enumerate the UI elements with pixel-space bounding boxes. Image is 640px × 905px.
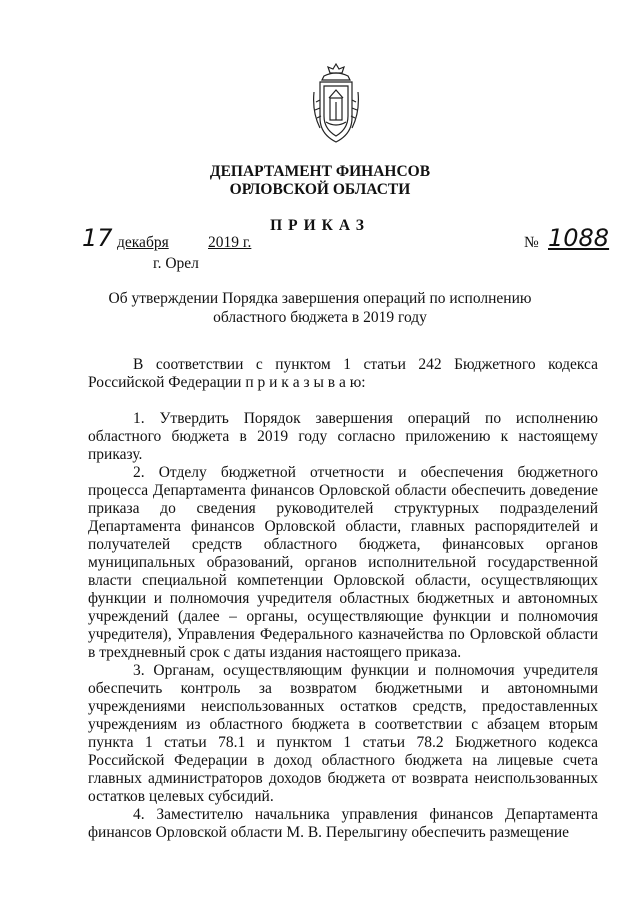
order-item-1: 1. Утвердить Порядок завершения операций по исполнению областного бюджета в 2019 году согласно приложению к настоящему приказу. [88, 410, 598, 463]
title-line2: областного бюджета в 2019 году [213, 309, 427, 326]
doc-title [0, 289, 640, 327]
order-items [88, 410, 598, 842]
number-prefix: № [524, 234, 539, 251]
order-item-4: 4. Заместителю начальника управления финансов Департамента финансов Орловской области М. В. Перелыгину обеспечить размещение [88, 806, 598, 841]
title-line1: Об утверждении Порядка завершения операций по исполнению [108, 290, 532, 307]
city: г. Орел [153, 255, 199, 272]
doc-type: ПРИКАЗ [270, 217, 370, 234]
org-name-line2: ОРЛОВСКОЙ ОБЛАСТИ [229, 181, 411, 198]
org-name-line1: ДЕПАРТАМЕНТ ФИНАНСОВ [209, 163, 431, 180]
coat-of-arms-icon [310, 62, 362, 146]
preamble [88, 356, 598, 392]
order-item-3: 3. Органам, осуществляющим функции и полномочия учредителя обеспечить контроль за возвратом бюджетными и автономными учреждениями неиспользованных остатков средств, предоставленных учреждениям из областного бюджета в соответствии с абзацем вторым пункта 1 статьи 78.1 и пунктом 1 статьи 78.2 Бюджетного кодекса Российской Федерации в доход областного бюджета на лицевые счета главных администраторов доходов бюджета от возврата неиспользованных остатков целевых субсидий. [88, 662, 598, 805]
doc-number: 1088 [548, 224, 610, 252]
date-year: 2019 г. [208, 234, 252, 251]
date-month: декабря [117, 234, 169, 251]
date-day: 17 [82, 224, 113, 252]
order-item-2: 2. Отделу бюджетной отчетности и обеспечения бюджетного процесса Департамента финансов Орловской области обеспечить доведение приказа до сведения руководителей структурных подразделений Департамента финансов Орловской области, главных распорядителей и получателей средств областного бюджета, финансовых органов муниципальных образований, органов исполнительной государственной власти специальной компетенции Орловской области, осуществляющих функции и полномочия учредителя областных бюджетных и автономных учреждений (далее – органы, осуществляющие функции и полномочия учредителя), Управления Федерального казначейства по Орловской области в трехдневный срок с даты издания настоящего приказа. [88, 464, 598, 661]
preamble-text: В соответствии с пунктом 1 статьи 242 Бюджетного кодекса Российской Федерации п р и к а з ы в а ю: [88, 356, 598, 391]
